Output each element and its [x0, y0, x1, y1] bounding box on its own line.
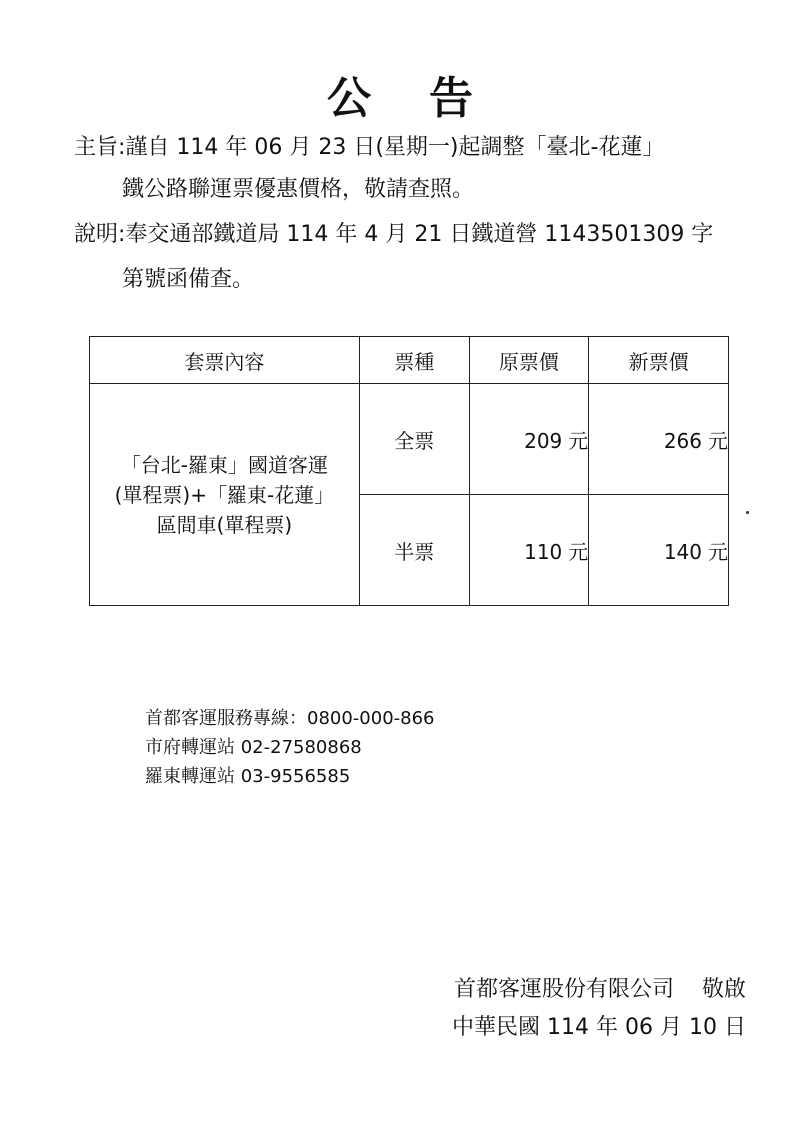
- signature-line: [454, 972, 746, 1003]
- subject-line-2: 鐵公路聯運票優惠價格，敬請查照。: [122, 177, 475, 202]
- station-contact-2: 羅東轉運站 03-9556585: [145, 766, 351, 787]
- price-unit: 元: [708, 428, 728, 453]
- new-price-value: 266: [663, 428, 702, 453]
- original-price-cell: [469, 384, 589, 495]
- original-price-cell: [469, 495, 589, 606]
- ticket-type-cell: 半票: [359, 495, 469, 606]
- explanation-line-1: 說明:奉交通部鐵道局 114 年 4 月 21 日鐵道營 1143501309 字: [74, 222, 714, 247]
- package-line: 區間車(單程票): [156, 512, 293, 537]
- issue-date: 中華民國 114 年 06 月 10 日: [452, 1015, 746, 1040]
- package-line: 「台北-羅東」國道客運: [120, 452, 329, 477]
- header-ticket-type: 票種: [359, 337, 469, 384]
- price-unit: 元: [568, 428, 589, 453]
- scan-speck: [746, 511, 749, 514]
- ticket-type-cell: 全票: [359, 384, 469, 495]
- price-unit: 元: [708, 539, 728, 564]
- original-price-value: 209: [524, 428, 563, 453]
- station-contact-1: 市府轉運站 02-27580868: [145, 737, 362, 758]
- original-price-value: 110: [524, 539, 563, 564]
- closing-word: 敬啟: [701, 977, 746, 1002]
- header-original-price: 原票價: [469, 337, 589, 384]
- fare-table-header-row: [90, 337, 729, 384]
- notice-title: 公告: [327, 73, 531, 124]
- service-hotline: 首都客運服務專線：0800-000-866: [145, 708, 435, 729]
- package-line: (單程票)+「羅東-花蓮」: [114, 482, 335, 507]
- package-content-cell: [90, 384, 360, 606]
- new-price-value: 140: [663, 539, 702, 564]
- header-new-price: 新票價: [589, 337, 729, 384]
- table-row: [90, 384, 729, 495]
- contact-info: [145, 704, 435, 791]
- fare-table: [89, 336, 729, 606]
- new-price-cell: [589, 495, 729, 606]
- price-unit: 元: [568, 539, 589, 564]
- company-name: 首都客運股份有限公司: [453, 977, 674, 1002]
- subject-line-1: 主旨:謹自 114 年 06 月 23 日(星期一)起調整「臺北-花蓮」: [74, 135, 665, 160]
- new-price-cell: [589, 384, 729, 495]
- explanation-line-2: 第號函備查。: [122, 267, 255, 292]
- header-package-content: 套票內容: [90, 337, 360, 384]
